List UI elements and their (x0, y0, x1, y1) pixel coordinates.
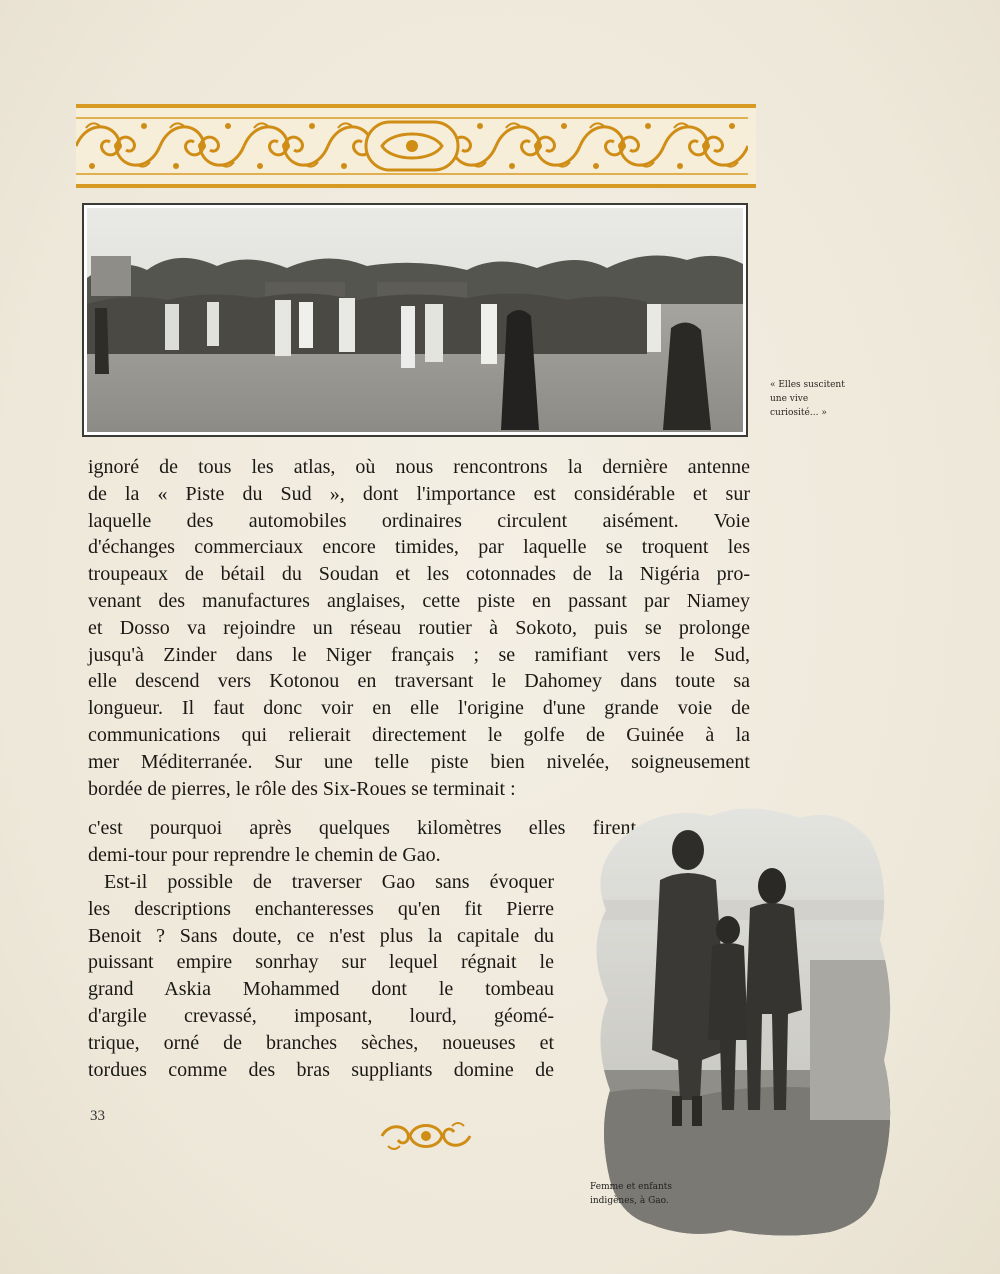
text-line: longueur. Il faut donc voir en elle l'origine d'une grande voie de (88, 697, 750, 720)
caption-line: indigènes, à Gao. (590, 1196, 669, 1206)
text-line: puissant empire sonrhay sur lequel régnait le (88, 951, 554, 974)
text-line: ignoré de tous les atlas, où nous rencontrons la dernière antenne (88, 456, 750, 478)
text-line: et Dosso va rejoindre un réseau routier à Sokoto, puis se prolonge (88, 616, 750, 639)
top-photo (82, 203, 748, 437)
caption-line: « Elles suscitent (770, 380, 845, 390)
text-line: trique, orné de branches sèches, noueuses et (88, 1031, 554, 1054)
text-line: grand Askia Mohammed dont le tombeau (88, 978, 554, 1001)
header-ornament (76, 104, 756, 188)
text-line: Benoit ? Sans doute, ce n'est plus la capitale du (88, 924, 554, 947)
text-line: tordues comme des bras suppliants domine de (88, 1058, 554, 1081)
text-line: d'échanges commerciaux encore timides, par laquelle se troquent les (88, 536, 750, 559)
text-line: bordée de pierres, le rôle des Six-Roues se terminait : (88, 777, 516, 800)
text-line: jusqu'à Zinder dans le Niger français ; se ramifiant vers le Sud, (88, 643, 750, 666)
text-line: les descriptions enchanteresses qu'en fit Pierre (88, 897, 554, 920)
text-line: d'argile crevassé, imposant, lourd, géomé- (88, 1004, 554, 1027)
caption-line: Femme et enfants (590, 1182, 672, 1192)
top-photo-caption (770, 378, 890, 420)
body-text-paragraph-gao (88, 869, 554, 1083)
crowd-around-vehicles-photo (87, 208, 743, 432)
body-text-full-width (88, 454, 750, 802)
bottom-photo-caption (590, 1180, 710, 1208)
arabesque-fleuron-icon (374, 1116, 478, 1156)
body-text-narrow-column (88, 815, 636, 869)
arabesque-band-icon (76, 108, 748, 184)
text-line: communications qui relierait directement le golfe de Guinée à la (88, 723, 750, 746)
page-number: 33 (90, 1108, 105, 1124)
text-line: Est-il possible de traverser Gao sans évoquer (104, 871, 554, 893)
text-line: de la « Piste du Sud », dont l'importance est considérable et sur (88, 482, 750, 505)
text-line: elle descend vers Kotonou en traversant le Dahomey dans toute sa (88, 670, 750, 693)
text-line: demi-tour pour reprendre le chemin de Gao. (88, 843, 441, 866)
text-line: troupeaux de bétail du Soudan et les cotonnades de la Nigéria pro- (88, 563, 750, 586)
caption-line: curiosité... » (770, 408, 827, 418)
caption-line: une vive (770, 394, 809, 404)
text-line: laquelle des automobiles ordinaires circulent aisément. Voie (88, 509, 750, 532)
text-line: venant des manufactures anglaises, cette piste en passant par Niamey (88, 589, 750, 612)
text-line: mer Méditerranée. Sur une telle piste bien nivelée, soigneusement (88, 750, 750, 773)
woman-and-children-photo (580, 800, 910, 1240)
text-line: c'est pourquoi après quelques kilomètres elles firent (88, 817, 636, 839)
